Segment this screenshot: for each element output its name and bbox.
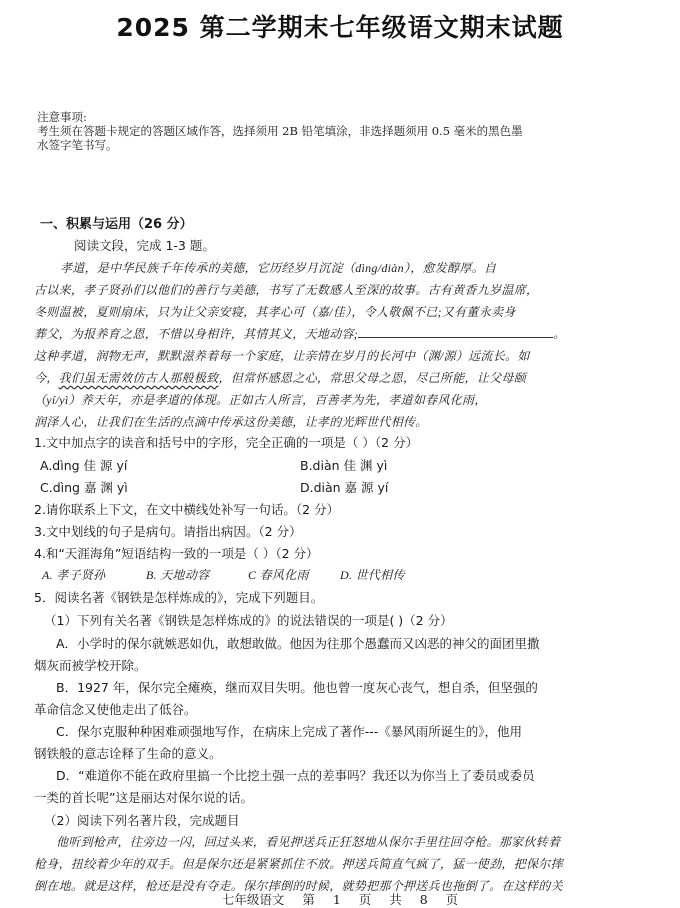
notice-heading: 注意事项: (37, 110, 87, 124)
question-1: 1.文中加点字的读音和括号中的字形，完全正确的一项是（ ）（2 分） (34, 435, 419, 450)
footer-page: 第 1 页 (302, 892, 372, 907)
notice-block (37, 110, 647, 152)
question-3: 3.文中划线的句子是病句。请指出病因。（2 分） (34, 524, 302, 539)
q5-option-d-line-2: 一类的首长呢”这是丽达对保尔说的话。 (34, 790, 253, 805)
passage-line-6-rest: ，但常怀感恩之心，常思父母之恩，尽己所能，让父母颐 (218, 371, 527, 385)
passage-line-2: 古以来，孝子贤孙们以他们的善行与美德，书写了无数感人至深的故事。古有黄香九岁温席， (34, 283, 539, 297)
q4-option-b: B. 天地动容 (146, 568, 210, 582)
exam-title: 2025 第二学期末七年级语文期末试题 (116, 13, 564, 42)
excerpt-line-1: 他听到枪声，往旁边一闪，回过头来，看见押送兵正狂怒地从保尔手里往回夺枪。那家伙转着 (56, 835, 561, 849)
notice-line-1: 考生须在答题卡规定的答题区域作答，选择须用 2B 铅笔填涂，非选择题须用 0.5 毫米的黑色墨 (37, 124, 523, 138)
passage-line-7: （yí/yì）养天年，亦是孝道的体现。正如古人所言，百善孝为先，孝道如春风化雨， (34, 393, 487, 407)
passage-line-6 (34, 369, 526, 386)
footer-subject: 七年级语文 (221, 892, 285, 907)
q1-option-c: C.dìng 嘉 渊 yì (40, 480, 128, 495)
q5-option-b-line-1: B．1927 年，保尔完全瘫痪，继而双目失明。他也曾一度灰心丧气，想自杀，但坚强的 (56, 680, 538, 695)
q5-option-a-line-1: A．小学时的保尔就嫉恶如仇，敢想敢做。他因为往那个愚蠢而又凶恶的神父的面团里撒 (56, 636, 540, 651)
question-5: 5．阅读名著《钢铁是怎样炼成的》，完成下列题目。 (34, 590, 324, 605)
q1-option-b: B.diàn 佳 渊 yì (300, 458, 388, 473)
excerpt-line-3: 倒在地。就是这样，枪还是没有夺走。保尔摔倒的时候，就势把那个押送兵也拖倒了。在这样的关 (34, 879, 563, 893)
passage-line-4-text: 葬父，为报养育之恩，不惜以身相许，其情其义，天地动容; (34, 327, 359, 341)
q4-option-d: D. 世代相传 (340, 568, 405, 582)
question-5-1: （1）下列有关名著《钢铁是怎样炼成的》的说法错误的一项是( )（2 分） (44, 613, 453, 628)
reading-instruction: 阅读文段，完成 1-3 题。 (74, 238, 215, 253)
passage-line-4 (34, 325, 565, 342)
passage-line-1: 孝道，是中华民族千年传承的美德，它历经岁月沉淀（dìng/diàn），愈发醇厚。自 (60, 261, 497, 275)
q1-option-d: D.diàn 嘉 源 yí (300, 480, 389, 495)
underlined-sentence: 我们虽无需效仿古人那般极致 (58, 371, 219, 385)
q4-option-a: A. 孝子贤孙 (42, 568, 106, 582)
q5-option-c-line-2: 钢铁般的意志诠释了生命的意义。 (34, 746, 222, 761)
fill-blank (358, 325, 553, 338)
passage-line-5: 这种孝道，润物无声，默默滋养着每一个家庭，让亲情在岁月的长河中（渊/源）远流长。如 (34, 349, 530, 363)
page-footer (0, 890, 680, 908)
q4-option-c: C 春风化雨 (248, 568, 309, 582)
q5-option-d-line-1: D．“难道你不能在政府里搞一个比挖土强一点的差事吗？我还以为你当上了委员或委员 (56, 768, 535, 783)
q5-option-c-line-1: C．保尔克服种种困难顽强地写作，在病床上完成了著作---《暴风雨所诞生的》，他用 (56, 724, 523, 739)
q1-option-a: A.dìng 佳 源 yí (40, 458, 128, 473)
notice-line-2: 水签字笔书写。 (37, 138, 118, 152)
passage-line-8: 润泽人心，让我们在生活的点滴中传承这份美德，让孝的光辉世代相传。 (34, 415, 428, 429)
question-5-2: （2）阅读下列名著片段，完成题目 (44, 813, 240, 828)
question-2: 2.请你联系上下文，在文中横线处补写一句话。（2 分） (34, 502, 340, 517)
q5-option-a-line-2: 烟灰而被学校开除。 (34, 658, 147, 673)
excerpt-line-2: 枪身，扭绞着少年的双手。但是保尔还是紧紧抓住不放。押送兵简直气疯了，猛一使劲，把保尔摔 (34, 857, 563, 871)
passage-line-4-end: 。 (553, 327, 566, 341)
passage-line-3: 冬则温被，夏则扇床，只为让父亲安寝，其孝心可（嘉/佳），令人敬佩不已;又有董永卖身 (34, 305, 516, 319)
footer-total: 共 8 页 (389, 892, 459, 907)
section-heading: 一、积累与运用（26 分） (40, 217, 193, 232)
q4-options (42, 566, 405, 583)
question-4: 4.和“天涯海角”短语结构一致的一项是（ ）（2 分） (34, 546, 319, 561)
q5-option-b-line-2: 革命信念又使他走出了低谷。 (34, 702, 197, 717)
passage-line-6-start: 今， (34, 371, 59, 385)
